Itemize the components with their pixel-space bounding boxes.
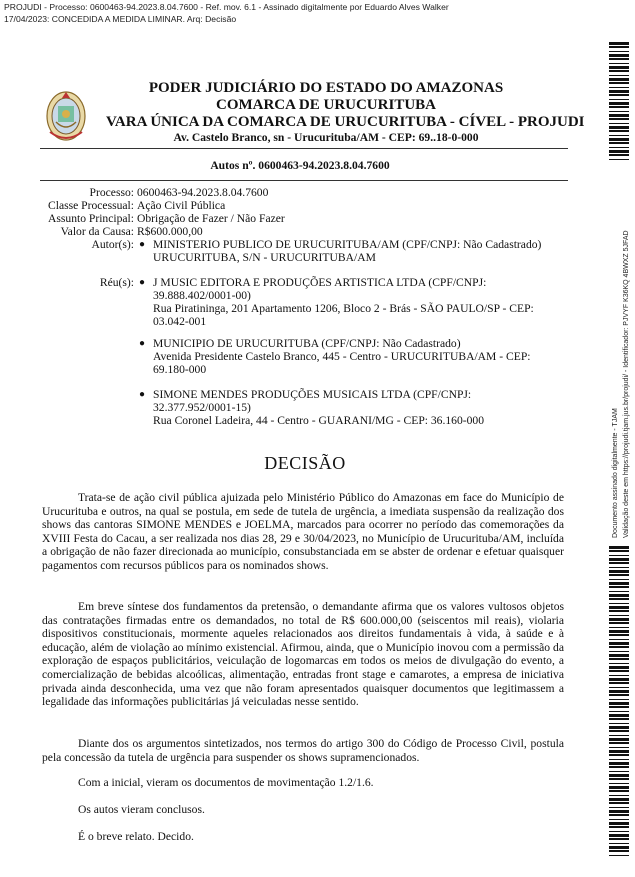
autor-line: MINISTERIO PUBLICO DE URUCURITUBA/AM (CPF/CNPJ: Não Cadastrado) [153, 238, 542, 251]
assunto-value: Obrigação de Fazer / Não Fazer [137, 212, 285, 225]
reu-line: Rua Coronel Ladeira, 44 - Centro - GUARANI/MG - CEP: 36.160-000 [153, 414, 485, 427]
valor-label: Valor da Causa: [60, 225, 134, 238]
assunto-label: Assunto Principal: [48, 212, 134, 225]
valor-value: R$600.000,00 [137, 225, 203, 238]
reu-label: Réu(s): [99, 276, 134, 289]
reu-entry [153, 388, 484, 427]
reu-line: J MUSIC EDITORA E PRODUÇÕES ARTISTICA LTDA (CPF/CNPJ: [153, 276, 487, 289]
paragraph-5: Os autos vieram conclusos. [78, 803, 205, 816]
sidebar-signed-text: Documento assinado digitalmente - TJAM [612, 408, 619, 538]
reu-line: SIMONE MENDES PRODUÇÕES MUSICAIS LTDA (CPF/CNPJ: [153, 388, 472, 401]
header-court: PODER JUDICIÁRIO DO ESTADO DO AMAZONAS [148, 80, 504, 96]
bullet-icon: ● [139, 277, 146, 288]
bullet-icon: ● [139, 389, 146, 400]
reu-line: Avenida Presidente Castelo Branco, 445 - Centro - URUCURITUBA/AM - CEP: [153, 350, 531, 363]
reu-line: 32.377.952/0001-15) [153, 401, 251, 414]
reu-line: Rua Piratininga, 201 Apartamento 1206, Bloco 2 - Brás - SÃO PAULO/SP - CEP: [153, 302, 534, 315]
autos-number: Autos nº. 0600463-94.2023.8.04.7600 [210, 159, 390, 172]
reu-entry [153, 337, 531, 376]
header-divider [40, 148, 568, 149]
autor-entry [153, 238, 541, 264]
reu-line: 39.888.402/0001-00) [153, 289, 251, 302]
paragraph-6: É o breve relato. Decido. [78, 830, 194, 843]
paragraph-2: Em breve síntese dos fundamentos da pretensão, o demandante afirma que os valores vultosos objetos das contratações firmadas entre os demandados, no total de R$ 600.000,00 (seiscentos mil reais), violaria dispositivos constitucionais, mormente aqueles relacionados aos direitos fundamentais à vida, à saúde e à educação, além de violação ao mínimo existencial. Afirmou, ainda, que o Município inovou com a permissão da exploração de espaços publicitários, veiculação de logomarcas em todos os meios de divulgação do evento, a comercialização de bebidas alcoólicas, alimentação, entradas front stage e camarotes, a empresa de iniciativa privada ainda desconhecida, uma vez que não foram apresentados quaisquer documentos que legitimassem a legalidade das informações publicitárias já veiculadas nesse sentido. [42, 600, 564, 709]
autor-line: URUCURITUBA, S/N - URUCURITUBA/AM [153, 251, 376, 264]
autor-label: Autor(s): [91, 238, 134, 251]
reu-line: 03.042-001 [153, 315, 207, 328]
header-comarca: COMARCA DE URUCURITUBA [215, 97, 436, 113]
decision-title: DECISÃO [264, 453, 346, 473]
barcode-icon [609, 42, 631, 160]
paragraph-4: Com a inicial, vieram os documentos de movimentação 1.2/1.6. [78, 776, 374, 789]
bullet-icon: ● [139, 239, 146, 250]
reu-line: MUNICIPIO DE URUCURITUBA (CPF/CNPJ: Não Cadastrado) [153, 337, 461, 350]
classe-label: Classe Processual: [48, 199, 134, 212]
barcode-icon [609, 546, 631, 858]
paragraph-3: Diante dos os argumentos sintetizados, nos termos do artigo 300 do Código de Processo Civil, postula pela concessão da tutela de urgência para suspender os shows supramencionados. [42, 737, 564, 764]
sidebar-validation-text: Validação deste em https://projudi.tjam.jus.br/projudi/ - Identificador: PJVYF K36KQ 4BWXZ 5JFAD [623, 230, 630, 538]
bullet-icon: ● [139, 338, 146, 349]
autos-divider [40, 180, 568, 181]
top-signature-line: PROJUDI - Processo: 0600463-94.2023.8.04.7600 - Ref. mov. 6.1 - Assinado digitalmente por Eduardo Alves Walker [4, 2, 449, 12]
header-address: Av. Castelo Branco, sn - Urucurituba/AM - CEP: 69..18-0-000 [173, 131, 479, 144]
reu-entry [153, 276, 534, 328]
processo-label: Processo: [89, 186, 134, 199]
process-info [0, 186, 610, 426]
coat-of-arms-icon [44, 86, 88, 144]
reu-line: 69.180-000 [153, 363, 207, 376]
paragraph-1: Trata-se de ação civil pública ajuizada pelo Ministério Público do Amazonas em face do Município de Urucurituba e outros, na qual se postula, em sede de tutela de urgência, a imediata suspensão da realização dos shows das cantoras SIMONE MENDES e JOELMA, marcados para ocorrer no período das comemorações da XVIII Festa do Cacau, a ser realizada nos dias 28, 29 e 30/04/2023, no Município de Urucurituba/AM, incluída a obrigação de não fazer direcionada ao município, consubstanciada em se abster de ordenar e efetuar quaisquer pagamentos com recursos públicos para os nominados shows. [42, 491, 564, 572]
classe-value: Ação Civil Pública [137, 199, 226, 212]
header-vara: VARA ÚNICA DA COMARCA DE URUCURITUBA - CÍVEL - PROJUDI [106, 114, 585, 130]
processo-value: 0600463-94.2023.8.04.7600 [137, 186, 269, 199]
top-status-line: 17/04/2023: CONCEDIDA A MEDIDA LIMINAR. Arq: Decisão [4, 14, 237, 24]
